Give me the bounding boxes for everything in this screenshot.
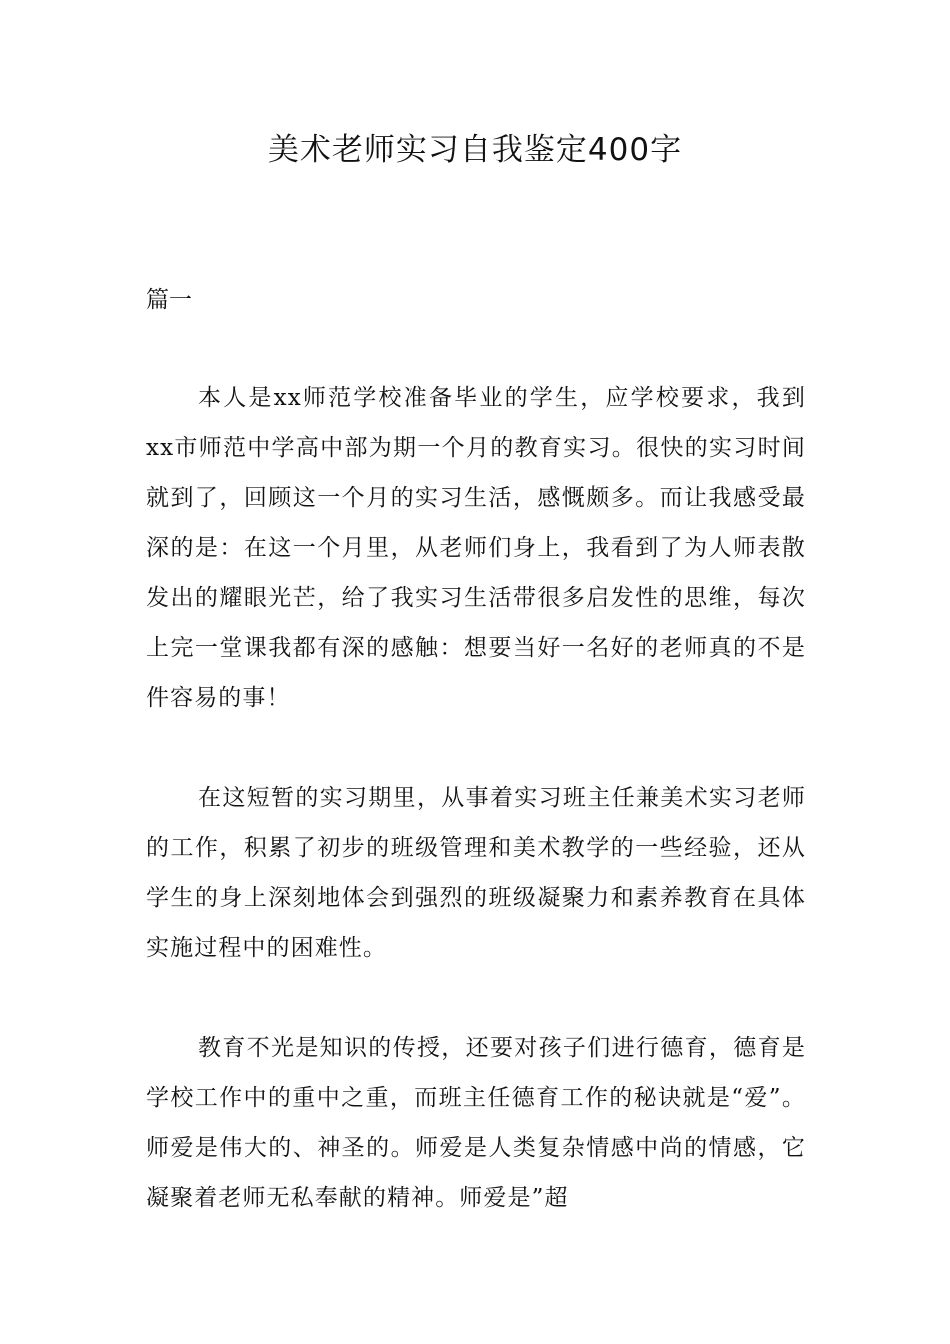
paragraph-1: 本人是xx师范学校准备毕业的学生，应学校要求，我到xx市师范中学高中部为期一个月的教育实习。很快的实习时间就到了，回顾这一个月的实习生活，感慨颇多。而让我感受最深的是：在这一个月里，从老师们身上，我看到了为人师表散发出的耀眼光芒，给了我实习生活带很多启发性的思维，每次上完一堂课我都有深的感触：想要当好一名好的老师真的不是件容易的事！ [146, 385, 806, 711]
paragraph-3: 教育不光是知识的传授，还要对孩子们进行德育，德育是学校工作中的重中之重，而班主任德育工作的秘诀就是“爱”。师爱是伟大的、神圣的。师爱是人类复杂情感中尚的情感，它凝聚着老师无私奉献的精神。师爱是”超 [146, 1035, 806, 1211]
section-label: 篇一 [146, 287, 192, 313]
paragraph-2: 在这短暂的实习期里，从事着实习班主任兼美术实习老师的工作，积累了初步的班级管理和美术教学的一些经验，还从学生的身上深刻地体会到强烈的班级凝聚力和素养教育在具体实施过程中的困难性。 [146, 785, 806, 961]
document-title: 美术老师实习自我鉴定400字 [267, 132, 683, 168]
